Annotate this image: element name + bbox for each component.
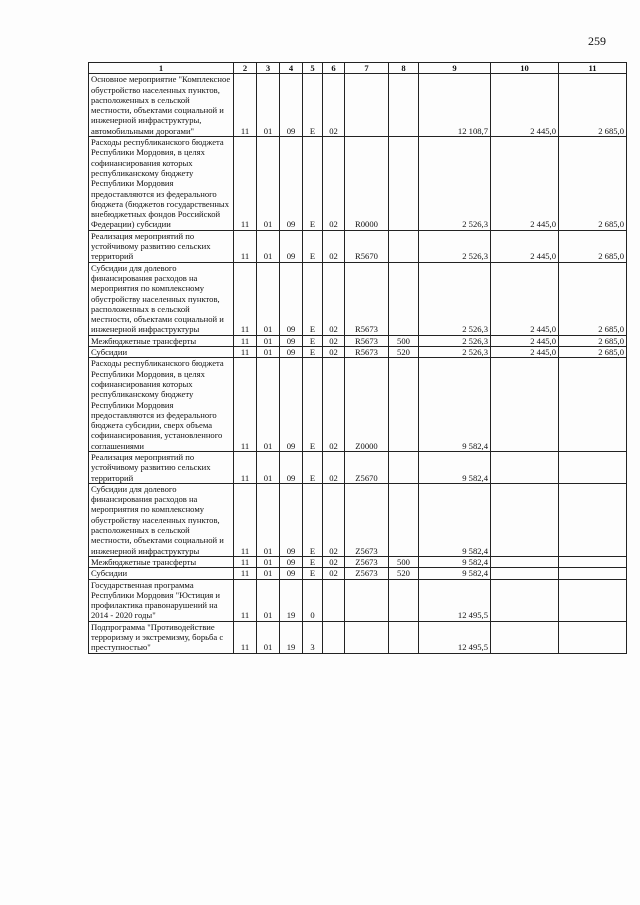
cell-c5: Е — [303, 556, 323, 567]
cell-c2: 11 — [234, 347, 257, 358]
cell-c11: 2 685,0 — [559, 74, 627, 137]
cell-c11: 2 685,0 — [559, 137, 627, 231]
cell-c6: 02 — [323, 358, 345, 452]
cell-c4: 09 — [280, 137, 303, 231]
cell-c9: 2 526,3 — [419, 335, 491, 346]
table-row — [89, 262, 627, 335]
cell-c3: 01 — [257, 347, 280, 358]
cell-c3: 01 — [257, 483, 280, 556]
cell-c5: 0 — [303, 579, 323, 621]
cell-c5: Е — [303, 230, 323, 262]
cell-c8 — [389, 74, 419, 137]
cell-c5: Е — [303, 137, 323, 231]
cell-c10: 2 445,0 — [491, 262, 559, 335]
header-row — [89, 63, 627, 74]
cell-c9: 9 582,4 — [419, 556, 491, 567]
column-header: 5 — [303, 63, 323, 74]
cell-c2: 11 — [234, 230, 257, 262]
column-header: 8 — [389, 63, 419, 74]
cell-c7: R5673 — [345, 262, 389, 335]
cell-c9: 2 526,3 — [419, 262, 491, 335]
cell-c9: 9 582,4 — [419, 568, 491, 579]
cell-c5: Е — [303, 451, 323, 483]
cell-c11: 2 685,0 — [559, 335, 627, 346]
cell-c9: 9 582,4 — [419, 451, 491, 483]
cell-c7 — [345, 579, 389, 621]
row-name: Субсидии — [89, 347, 234, 358]
cell-c6: 02 — [323, 347, 345, 358]
cell-c3: 01 — [257, 556, 280, 567]
cell-c6 — [323, 579, 345, 621]
cell-c11: 2 685,0 — [559, 262, 627, 335]
table-row — [89, 568, 627, 579]
cell-c5: Е — [303, 335, 323, 346]
cell-c5: Е — [303, 347, 323, 358]
cell-c7: R5670 — [345, 230, 389, 262]
cell-c6: 02 — [323, 74, 345, 137]
column-header: 7 — [345, 63, 389, 74]
cell-c5: Е — [303, 358, 323, 452]
cell-c9: 9 582,4 — [419, 483, 491, 556]
cell-c10 — [491, 579, 559, 621]
cell-c2: 11 — [234, 358, 257, 452]
cell-c7: R5673 — [345, 347, 389, 358]
cell-c7 — [345, 74, 389, 137]
cell-c2: 11 — [234, 262, 257, 335]
cell-c8 — [389, 579, 419, 621]
table-row — [89, 347, 627, 358]
cell-c8: 500 — [389, 335, 419, 346]
cell-c6: 02 — [323, 230, 345, 262]
cell-c10: 2 445,0 — [491, 335, 559, 346]
row-name: Межбюджетные трансферты — [89, 335, 234, 346]
cell-c7: Z0000 — [345, 358, 389, 452]
cell-c6: 02 — [323, 451, 345, 483]
cell-c7: Z5673 — [345, 556, 389, 567]
cell-c4: 09 — [280, 230, 303, 262]
cell-c6 — [323, 621, 345, 653]
row-name: Межбюджетные трансферты — [89, 556, 234, 567]
column-header: 4 — [280, 63, 303, 74]
cell-c7: R0000 — [345, 137, 389, 231]
column-header: 2 — [234, 63, 257, 74]
table-row — [89, 74, 627, 137]
table-row — [89, 230, 627, 262]
cell-c9: 2 526,3 — [419, 230, 491, 262]
cell-c10 — [491, 483, 559, 556]
page-number: 259 — [588, 34, 606, 48]
cell-c2: 11 — [234, 74, 257, 137]
cell-c8 — [389, 137, 419, 231]
cell-c3: 01 — [257, 137, 280, 231]
cell-c4: 19 — [280, 579, 303, 621]
cell-c6: 02 — [323, 556, 345, 567]
cell-c4: 09 — [280, 568, 303, 579]
cell-c10: 2 445,0 — [491, 137, 559, 231]
cell-c3: 01 — [257, 568, 280, 579]
cell-c4: 09 — [280, 483, 303, 556]
cell-c8 — [389, 621, 419, 653]
column-header: 1 — [89, 63, 234, 74]
cell-c6: 02 — [323, 262, 345, 335]
cell-c8 — [389, 358, 419, 452]
column-header: 10 — [491, 63, 559, 74]
budget-table — [88, 62, 627, 654]
cell-c10 — [491, 358, 559, 452]
table-row — [89, 483, 627, 556]
table-row — [89, 621, 627, 653]
row-name: Подпрограмма "Противодействие терроризму и экстремизму, борьба с преступностью" — [89, 621, 234, 653]
row-name: Государственная программа Республики Мордовия "Юстиция и профилактика правонарушений на 2014 - 2020 годы" — [89, 579, 234, 621]
row-name: Субсидии для долевого финансирования расходов на мероприятия по комплексному обустройству населенных пунктов, расположенных в сельской местности, объектами социальной и инженерной инфраструктуры — [89, 262, 234, 335]
column-header: 6 — [323, 63, 345, 74]
cell-c8 — [389, 230, 419, 262]
cell-c2: 11 — [234, 335, 257, 346]
cell-c3: 01 — [257, 358, 280, 452]
column-header: 3 — [257, 63, 280, 74]
row-name: Субсидии — [89, 568, 234, 579]
cell-c9: 2 526,3 — [419, 347, 491, 358]
cell-c2: 11 — [234, 451, 257, 483]
cell-c11 — [559, 483, 627, 556]
cell-c4: 19 — [280, 621, 303, 653]
cell-c5: Е — [303, 74, 323, 137]
cell-c3: 01 — [257, 74, 280, 137]
cell-c7 — [345, 621, 389, 653]
cell-c7: Z5673 — [345, 483, 389, 556]
cell-c8 — [389, 483, 419, 556]
column-header: 9 — [419, 63, 491, 74]
cell-c3: 01 — [257, 621, 280, 653]
cell-c11 — [559, 621, 627, 653]
cell-c3: 01 — [257, 335, 280, 346]
row-name: Реализация мероприятий по устойчивому развитию сельских территорий — [89, 451, 234, 483]
cell-c2: 11 — [234, 568, 257, 579]
row-name: Основное мероприятие "Комплексное обустройство населенных пунктов, расположенных в сельской местности, объектами социальной и инженерной инфраструктуры, автомобильными дорогами" — [89, 74, 234, 137]
cell-c4: 09 — [280, 262, 303, 335]
table-row — [89, 556, 627, 567]
cell-c5: Е — [303, 262, 323, 335]
cell-c9: 2 526,3 — [419, 137, 491, 231]
cell-c2: 11 — [234, 483, 257, 556]
row-name: Субсидии для долевого финансирования расходов на мероприятия по комплексному обустройству населенных пунктов, расположенных в сельской местности, объектами социальной и инженерной инфраструктуры — [89, 483, 234, 556]
cell-c11 — [559, 568, 627, 579]
cell-c6: 02 — [323, 137, 345, 231]
cell-c9: 12 495,5 — [419, 579, 491, 621]
cell-c11: 2 685,0 — [559, 230, 627, 262]
cell-c11: 2 685,0 — [559, 347, 627, 358]
table-row — [89, 335, 627, 346]
cell-c10: 2 445,0 — [491, 230, 559, 262]
cell-c11 — [559, 556, 627, 567]
cell-c8: 520 — [389, 347, 419, 358]
cell-c4: 09 — [280, 358, 303, 452]
cell-c10 — [491, 451, 559, 483]
column-header: 11 — [559, 63, 627, 74]
cell-c7: Z5670 — [345, 451, 389, 483]
cell-c9: 9 582,4 — [419, 358, 491, 452]
cell-c2: 11 — [234, 556, 257, 567]
cell-c10 — [491, 568, 559, 579]
cell-c6: 02 — [323, 568, 345, 579]
table-row — [89, 579, 627, 621]
cell-c7: Z5673 — [345, 568, 389, 579]
cell-c10: 2 445,0 — [491, 74, 559, 137]
cell-c8 — [389, 262, 419, 335]
cell-c8: 500 — [389, 556, 419, 567]
cell-c3: 01 — [257, 230, 280, 262]
cell-c4: 09 — [280, 74, 303, 137]
cell-c5: 3 — [303, 621, 323, 653]
cell-c4: 09 — [280, 347, 303, 358]
cell-c4: 09 — [280, 335, 303, 346]
cell-c3: 01 — [257, 262, 280, 335]
cell-c2: 11 — [234, 137, 257, 231]
cell-c10: 2 445,0 — [491, 347, 559, 358]
row-name: Реализация мероприятий по устойчивому развитию сельских территорий — [89, 230, 234, 262]
cell-c6: 02 — [323, 483, 345, 556]
cell-c4: 09 — [280, 451, 303, 483]
cell-c2: 11 — [234, 621, 257, 653]
cell-c4: 09 — [280, 556, 303, 567]
row-name: Расходы республиканского бюджета Республики Мордовия, в целях софинансирования которых республиканскому бюджету Республики Мордовия предоставляются из федерального бюджета (бюджетов государственных внебюджетных фондов Российской Федерации) субсидии — [89, 137, 234, 231]
table-row — [89, 358, 627, 452]
cell-c6: 02 — [323, 335, 345, 346]
table-row — [89, 137, 627, 231]
cell-c3: 01 — [257, 579, 280, 621]
cell-c10 — [491, 621, 559, 653]
row-name: Расходы республиканского бюджета Республики Мордовия, в целях софинансирования которых республиканскому бюджету Республики Мордовия предоставляются из федерального бюджета субсидии, сверх объема софинансирования, установленного соглашениями — [89, 358, 234, 452]
cell-c9: 12 495,5 — [419, 621, 491, 653]
cell-c3: 01 — [257, 451, 280, 483]
table-row — [89, 451, 627, 483]
cell-c10 — [491, 556, 559, 567]
cell-c11 — [559, 451, 627, 483]
cell-c8 — [389, 451, 419, 483]
cell-c9: 12 108,7 — [419, 74, 491, 137]
cell-c11 — [559, 358, 627, 452]
cell-c2: 11 — [234, 579, 257, 621]
cell-c7: R5673 — [345, 335, 389, 346]
cell-c11 — [559, 579, 627, 621]
cell-c5: Е — [303, 483, 323, 556]
cell-c5: Е — [303, 568, 323, 579]
cell-c8: 520 — [389, 568, 419, 579]
